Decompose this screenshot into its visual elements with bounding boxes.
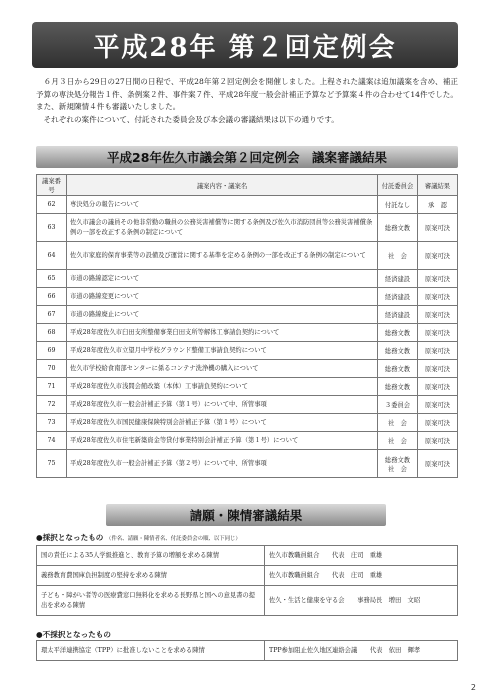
bill-number: 64 [37, 242, 67, 270]
petition-title: 環太平洋連携協定（TPP）に批准しないことを求める陳情 [37, 641, 265, 661]
intro-paragraph: それぞれの案件について、付託された委員会及び本会議の審議結果は以下の通りです。 [43, 114, 339, 124]
bill-content: 平成28年度佐久市住宅新築資金等貸付事業特別会計補正予算（第１号）について [67, 432, 378, 450]
bills-table-header [37, 175, 458, 196]
bill-number: 75 [37, 450, 67, 478]
adopted-note: （件名、請願・陳情者名、付託委員会の順、以下同じ） [106, 536, 241, 542]
bill-result: 原案可決 [418, 414, 458, 432]
table-row [37, 360, 458, 378]
bill-result: 原案可決 [418, 342, 458, 360]
bill-result: 原案可決 [418, 214, 458, 242]
bill-result: 原案可決 [418, 306, 458, 324]
bill-number: 63 [37, 214, 67, 242]
bill-content: 平成28年度佐久市国民健康保険特別会計補正予算（第１号）について [67, 414, 378, 432]
bill-result: 原案可決 [418, 324, 458, 342]
bill-content: 平成28年度佐久市一般会計補正予算（第１号）について中、所管事項 [67, 396, 378, 414]
bill-content: 平成28年度佐久市浅間会館改築（本体）工事請負契約について [67, 378, 378, 396]
petition-title: 子ども・障がい者等の医療費窓口無料化を求める長野県と国への意見書の提出を求める陳情 [37, 586, 265, 616]
bill-number: 62 [37, 196, 67, 214]
bill-number: 72 [37, 396, 67, 414]
bill-committee: 総務文教 [378, 324, 418, 342]
bill-content: 市道の路線認定について [67, 270, 378, 288]
table-row [37, 342, 458, 360]
petition-submitter: 佐久市教職員組合 代表 庄司 重雄 [265, 546, 458, 566]
bill-content: 専決処分の報告について [67, 196, 378, 214]
bill-committee: 経済建設 [378, 306, 418, 324]
header-committee: 付託委員会 [378, 175, 418, 196]
page-number: 2 [470, 683, 476, 692]
header-result: 審議結果 [418, 175, 458, 196]
rejected-heading [36, 629, 111, 640]
adopted-table [36, 545, 458, 616]
adopted-heading [36, 532, 241, 543]
bill-result: 原案可決 [418, 432, 458, 450]
intro-text [36, 76, 458, 126]
bill-committee: ３委員会 [378, 396, 418, 414]
bill-number: 65 [37, 270, 67, 288]
bill-committee: 社 会 [378, 242, 418, 270]
table-row [37, 324, 458, 342]
table-row [37, 566, 458, 586]
bill-result: 原案可決 [418, 396, 458, 414]
adopted-label: ●採択となったもの [36, 533, 104, 542]
bill-result: 承 認 [418, 196, 458, 214]
bill-number: 71 [37, 378, 67, 396]
table-row [37, 378, 458, 396]
table-row [37, 432, 458, 450]
table-row [37, 586, 458, 616]
petition-title: 義務教育費国庫負担制度の堅持を求める陳情 [37, 566, 265, 586]
rejected-label: ●不採択となったもの [36, 630, 111, 639]
table-row [37, 196, 458, 214]
table-row [37, 450, 458, 478]
bill-result: 原案可決 [418, 450, 458, 478]
bill-content: 佐久市議会の議員その他非常勤の職員の公務災害補償等に関する条例及び佐久市消防団員等公務災害補償条例の一部を改正する条例の制定について [67, 214, 378, 242]
table-row [37, 288, 458, 306]
table-row [37, 414, 458, 432]
bill-committee: 付託なし [378, 196, 418, 214]
bill-number: 70 [37, 360, 67, 378]
bill-committee: 社 会 [378, 432, 418, 450]
bill-number: 68 [37, 324, 67, 342]
bill-committee: 経済建設 [378, 270, 418, 288]
table-row [37, 396, 458, 414]
petition-submitter: 佐久・生活と健康を守る会 事務局長 増田 文昭 [265, 586, 458, 616]
table-row [37, 242, 458, 270]
table-row [37, 641, 458, 661]
petitions-section-heading: 請願・陳情審議結果 [106, 504, 386, 526]
bill-result: 原案可決 [418, 242, 458, 270]
bill-number: 69 [37, 342, 67, 360]
bill-committee: 総務文教 [378, 360, 418, 378]
bill-result: 原案可決 [418, 360, 458, 378]
bills-table [36, 174, 458, 478]
bill-content: 平成28年度佐久市臼田支所整備事業臼田支所等解体工事請負契約について [67, 324, 378, 342]
bill-committee: 社 会 [378, 414, 418, 432]
intro-paragraph: ６月３日から29日の27日間の日程で、平成28年第２回定例会を開催しました。上程された議案は追加議案を含め、補正予算の専決処分報告１件、条例案２件、事件案７件、平成28年度一般会計補正予算など予算案４件の合わせて14件でした。また、新規陳情４件も審議いたしました。 [36, 77, 458, 112]
bill-content: 佐久市家庭的保育事業等の設備及び運営に関する基準を定める条例の一部を改正する条例の制定について [67, 242, 378, 270]
bill-content: 平成28年度佐久市一般会計補正予算（第２号）について中、所管事項 [67, 450, 378, 478]
bill-number: 66 [37, 288, 67, 306]
header-number: 議案番号 [37, 175, 67, 196]
header-content: 議案内容・議案名 [67, 175, 378, 196]
petition-submitter: 佐久市教職員組合 代表 庄司 重雄 [265, 566, 458, 586]
bill-number: 73 [37, 414, 67, 432]
bill-result: 原案可決 [418, 378, 458, 396]
bill-committee: 総務文教 [378, 214, 418, 242]
bill-result: 原案可決 [418, 288, 458, 306]
bill-content: 市道の路線廃止について [67, 306, 378, 324]
bill-content: 平成28年度佐久市立望月中学校グラウンド整備工事請負契約について [67, 342, 378, 360]
bill-committee: 経済建設 [378, 288, 418, 306]
rejected-table [36, 640, 458, 661]
bills-section-heading: 平成28年佐久市議会第２回定例会 議案審議結果 [36, 146, 458, 168]
bill-committee: 総務文教 [378, 378, 418, 396]
table-row [37, 214, 458, 242]
table-row [37, 546, 458, 566]
table-row [37, 306, 458, 324]
bill-content: 佐久市学校給食南部センターに係るコンテナ洗浄機の購入について [67, 360, 378, 378]
petition-title: 国の責任による35人学級推進と、教育予算の増額を求める陳情 [37, 546, 265, 566]
petition-submitter: TPP参加阻止佐久地区連絡会議 代表 依田 輝孝 [265, 641, 458, 661]
bill-committee: 総務文教 [378, 342, 418, 360]
table-row [37, 270, 458, 288]
bill-committee: 総務文教 社 会 [378, 450, 418, 478]
page-title: 平成28年 第２回定例会 [32, 22, 458, 68]
bill-content: 市道の路線変更について [67, 288, 378, 306]
bill-number: 67 [37, 306, 67, 324]
bill-number: 74 [37, 432, 67, 450]
bill-result: 原案可決 [418, 270, 458, 288]
